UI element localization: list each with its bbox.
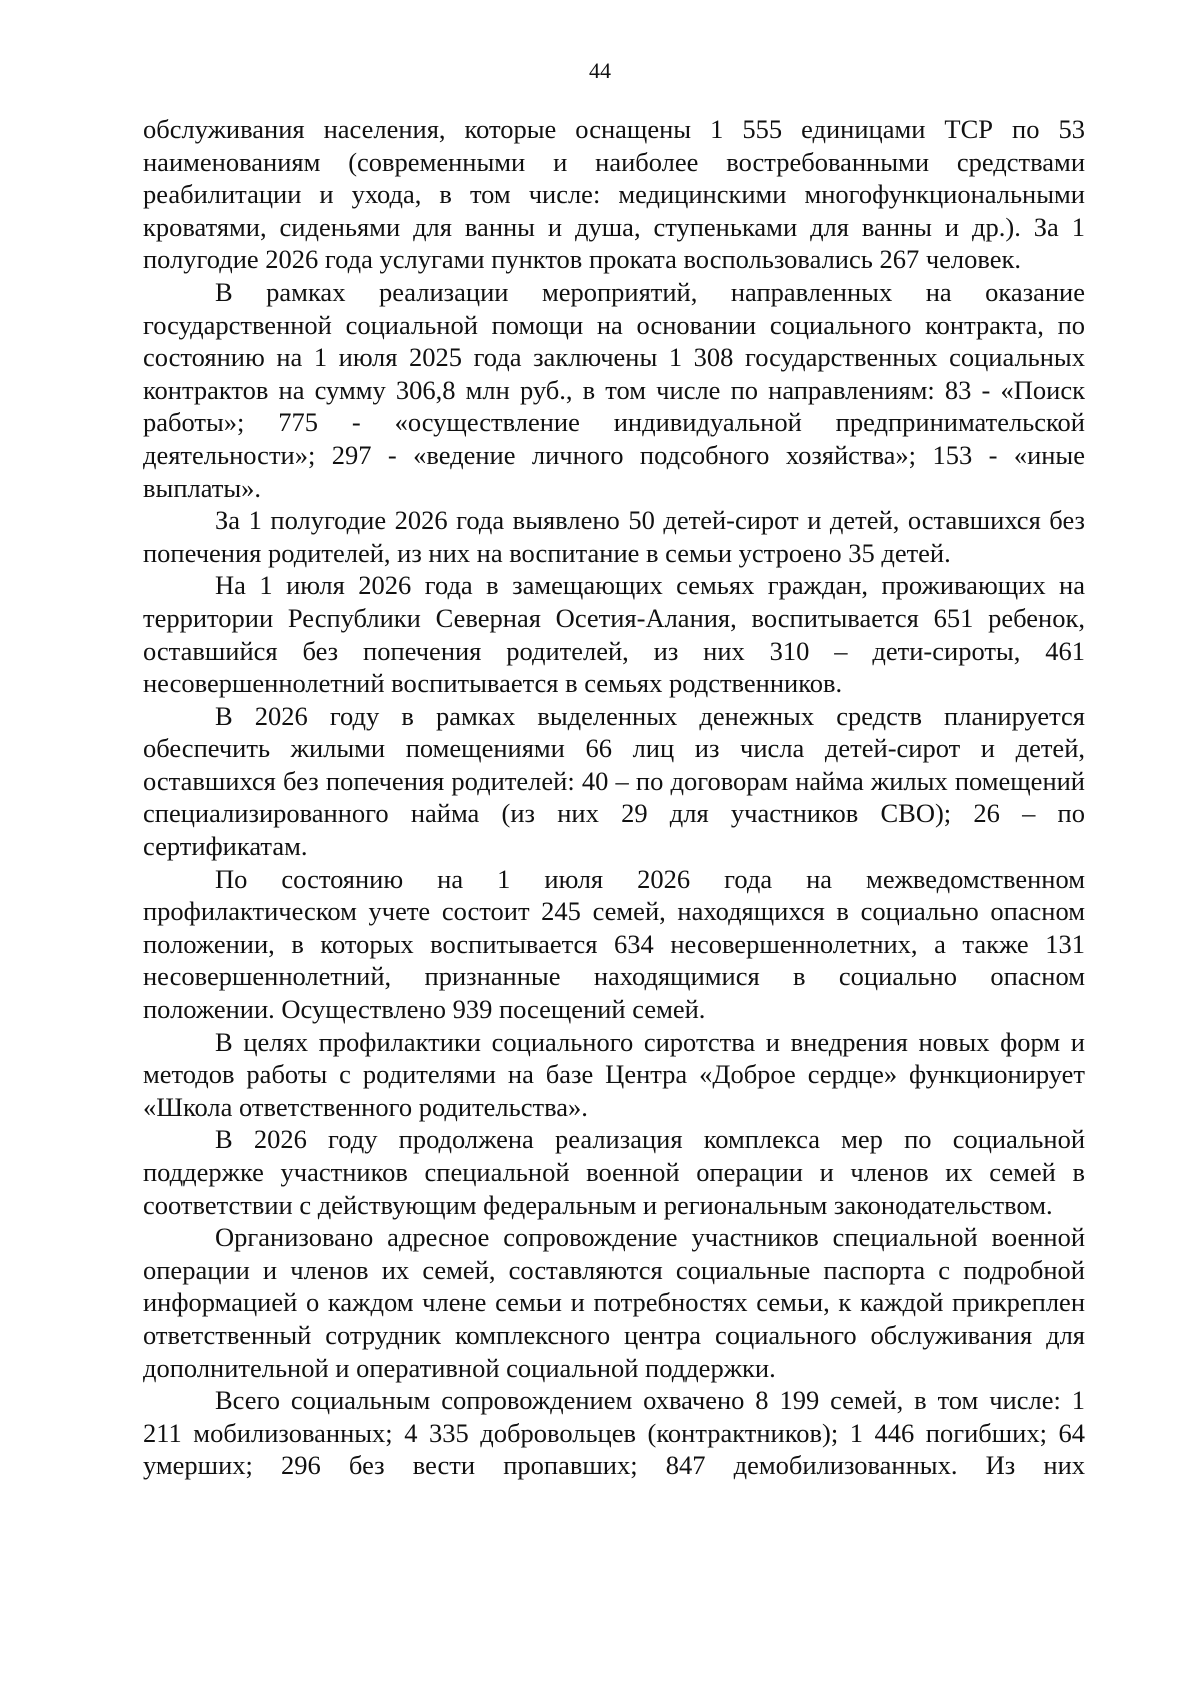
paragraph-preventive-registration: По состоянию на 1 июля 2026 года на межведомственном профилактическом учете состоит 245 семей, находящихся в социально опасном положении, в которых воспитывается 634 несовершеннолетних, а также 131 несовершеннолетний, признанные находящимися в социально опасном положении. Осуществлено 939 посещений семей.: [143, 863, 1085, 1025]
paragraph-housing-provision: В 2026 году в рамках выделенных денежных средств планируется обеспечить жилыми помещениями 66 лиц из числа детей-сирот и детей, оставшихся без попечения родителей: 40 – по договорам найма жилых помещений специализированного найма (из них 29 для участников СВО); 26 – по сертификатам.: [143, 700, 1085, 862]
paragraph-parenting-school: В целях профилактики социального сиротства и внедрения новых форм и методов работы с родителями на базе Центра «Доброе сердце» функционирует «Школа ответственного родительства».: [143, 1026, 1085, 1122]
paragraph-families-covered: Всего социальным сопровождением охвачено 8 199 семей, в том числе: 1 211 мобилизованных; 4 335 добровольцев (контрактников); 1 446 погибших; 64 умерших; 296 без вести пропавших; 847 демобилизованных. Из них: [143, 1385, 1085, 1481]
paragraph-targeted-accompaniment: Организовано адресное сопровождение участников специальной военной операции и членов их семей, составляются социальные паспорта с подробной информацией о каждом члене семьи и потребностях семьи, к каждой прикреплен ответственный сотрудник комплексного центра социального обслуживания для дополнительной и оперативной социальной поддержки.: [143, 1222, 1085, 1383]
paragraph-orphans-identified: За 1 полугодие 2026 года выявлено 50 детей-сирот и детей, оставшихся без попечения родителей, из них на воспитание в семьи устроено 35 детей.: [143, 505, 1085, 568]
paragraph-social-contracts: В рамках реализации мероприятий, направленных на оказание государственной социальной помощи на основании социального контракта, по состоянию на 1 июля 2025 года заключены 1 308 государственных социальных контрактов на сумму 306,8 млн руб., в том числе по направлениям: 83 - «Поиск работы»; 775 - «осуществление индивидуальной предпринимательской деятельности»; 297 - «ведение личного подсобного хозяйства»; 153 - «иные выплаты».: [143, 276, 1085, 503]
paragraph-svo-support: В 2026 году продолжена реализация комплекса мер по социальной поддержке участников специальной военной операции и членов их семей в соответствии с действующим федеральным и региональным законодательством.: [143, 1124, 1085, 1220]
page-number: 44: [589, 58, 611, 83]
paragraph-rental-points: обслуживания населения, которые оснащены 1 555 единицами ТСР по 53 наименованиям (современными и наиболее востребованными средствами реабилитации и ухода, в том числе: медицинскими многофункциональными кроватями, сиденьями для ванны и душа, ступеньками для ванны и др.). За 1 полугодие 2026 года услугами пунктов проката воспользовались 267 человек.: [143, 114, 1085, 275]
document-body: [143, 113, 1085, 1482]
paragraph-foster-families: На 1 июля 2026 года в замещающих семьях граждан, проживающих на территории Республики Северная Осетия-Алания, воспитывается 651 ребенок, оставшийся без попечения родителей, из них 310 – дети-сироты, 461 несовершеннолетний воспитывается в семьях родственников.: [143, 570, 1085, 699]
